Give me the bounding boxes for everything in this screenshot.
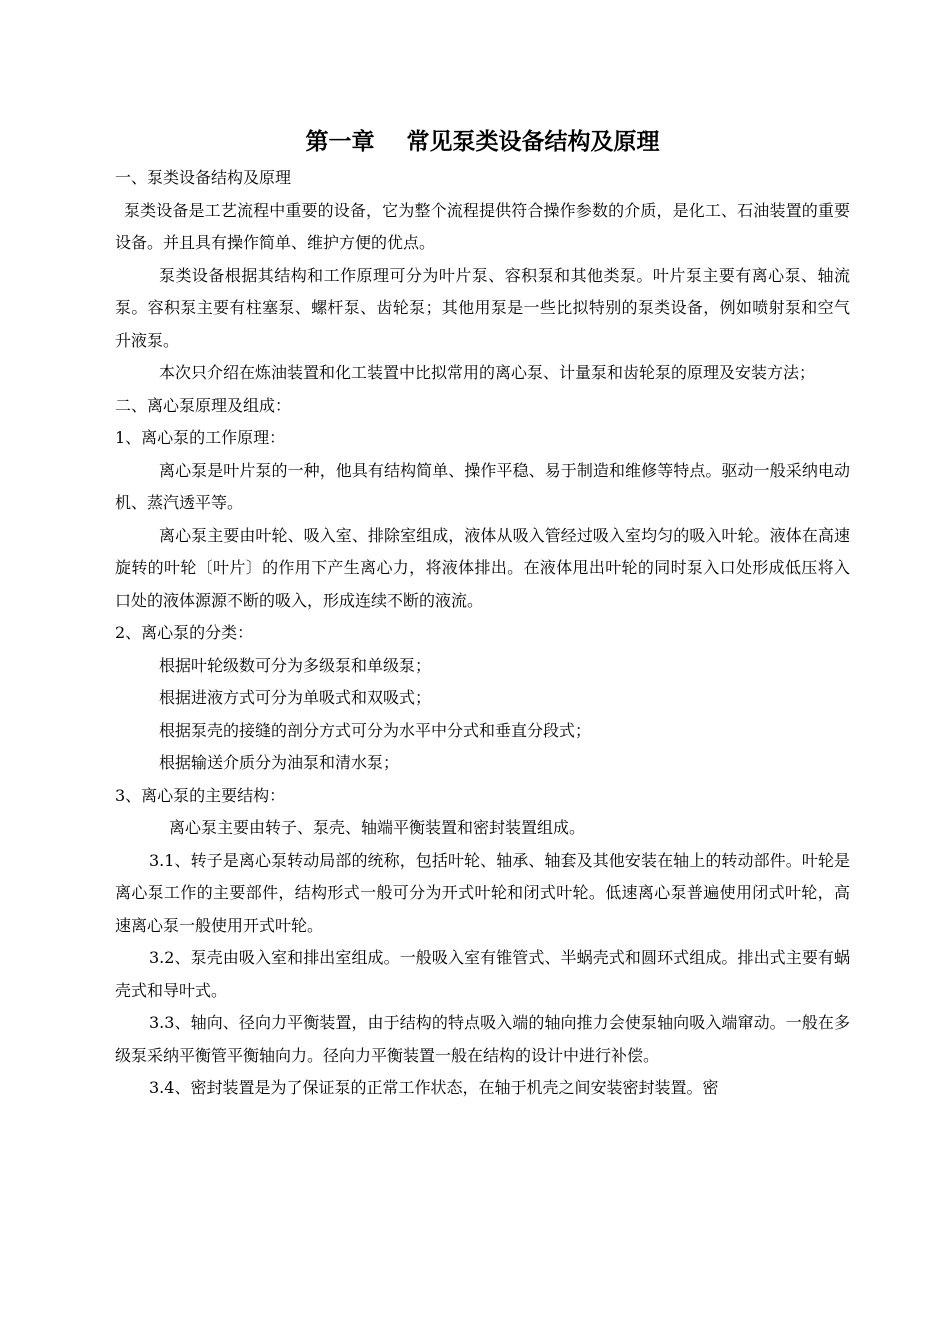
- subheading-classification: 2、离心泵的分类：: [115, 623, 254, 642]
- paragraph-intro: 泵类设备是工艺流程中重要的设备，它为整个流程提供符合操作参数的介质，是化工、石油装置的重要设备。并且具有操作简单、维护方便的优点。: [115, 200, 850, 252]
- paragraph-structure-summary: 离心泵主要由转子、泵壳、轴端平衡装置和密封装置组成。: [169, 818, 586, 837]
- list-item-medium: 根据输送介质分为油泵和清水泵；: [159, 753, 400, 772]
- paragraph-balance-device: 3.3、轴向、径向力平衡装置，由于结构的特点吸入端的轴向推力会使泵轴向吸入端窜动。一般在多级泵采纳平衡管平衡轴向力。径向力平衡装置一般在结构的设计中进行补偿。: [115, 1013, 850, 1065]
- subheading-main-structure: 3、离心泵的主要结构：: [115, 785, 286, 805]
- document-body: [115, 122, 850, 1105]
- section-heading-1: 一、泵类设备结构及原理: [115, 168, 292, 187]
- paragraph-casing: 3.2、泵壳由吸入室和排出室组成。一般吸入室有锥管式、半蜗壳式和圆环式组成。排出式主要有蜗壳式和导叶式。: [115, 948, 850, 1000]
- paragraph-pump-types: 泵类设备根据其结构和工作原理可分为叶片泵、容积泵和其他类泵。叶片泵主要有离心泵、轴流泵。容积泵主要有柱塞泵、螺杆泵、齿轮泵；其他用泵是一些比拟特别的泵类设备，例如喷射泵和空气升液泵。: [115, 265, 850, 350]
- subheading-working-principle: 1、离心泵的工作原理：: [115, 428, 286, 447]
- paragraph-centrifugal-principle: 离心泵主要由叶轮、吸入室、排除室组成，液体从吸入管经过吸入室均匀的吸入叶轮。液体在高速旋转的叶轮〔叶片〕的作用下产生离心力，将液体排出。在液体甩出叶轮的同时泵入口处形成低压将入口处的液体源源不断的吸入，形成连续不断的液流。: [115, 525, 850, 610]
- paragraph-scope: 本次只介绍在炼油装置和化工装置中比拟常用的离心泵、计量泵和齿轮泵的原理及安装方法；: [159, 363, 816, 382]
- chapter-title: 第一章 常见泵类设备结构及原理: [305, 129, 660, 155]
- paragraph-centrifugal-overview: 离心泵是叶片泵的一种，他具有结构简单、操作平稳、易于制造和维修等特点。驱动一般采纳电动机、蒸汽透平等。: [115, 460, 850, 512]
- paragraph-rotor: 3.1、转子是离心泵转动局部的统称，包括叶轮、轴承、轴套及其他安装在轴上的转动部件。叶轮是离心泵工作的主要部件，结构形式一般可分为开式叶轮和闭式叶轮。低速离心泵普遍使用闭式叶轮，高速离心泵一般使用开式叶轮。: [115, 850, 850, 935]
- list-item-stages: 根据叶轮级数可分为多级泵和单级泵；: [159, 655, 432, 675]
- list-item-casing-split: 根据泵壳的接缝的剖分方式可分为水平中分式和垂直分段式；: [159, 720, 592, 740]
- paragraph-seal-device: 3.4、密封装置是为了保证泵的正常工作状态，在轴于机壳之间安装密封装置。密: [149, 1078, 719, 1097]
- section-heading-2: 二、离心泵原理及组成：: [115, 395, 292, 415]
- list-item-suction: 根据进液方式可分为单吸式和双吸式；: [159, 688, 432, 707]
